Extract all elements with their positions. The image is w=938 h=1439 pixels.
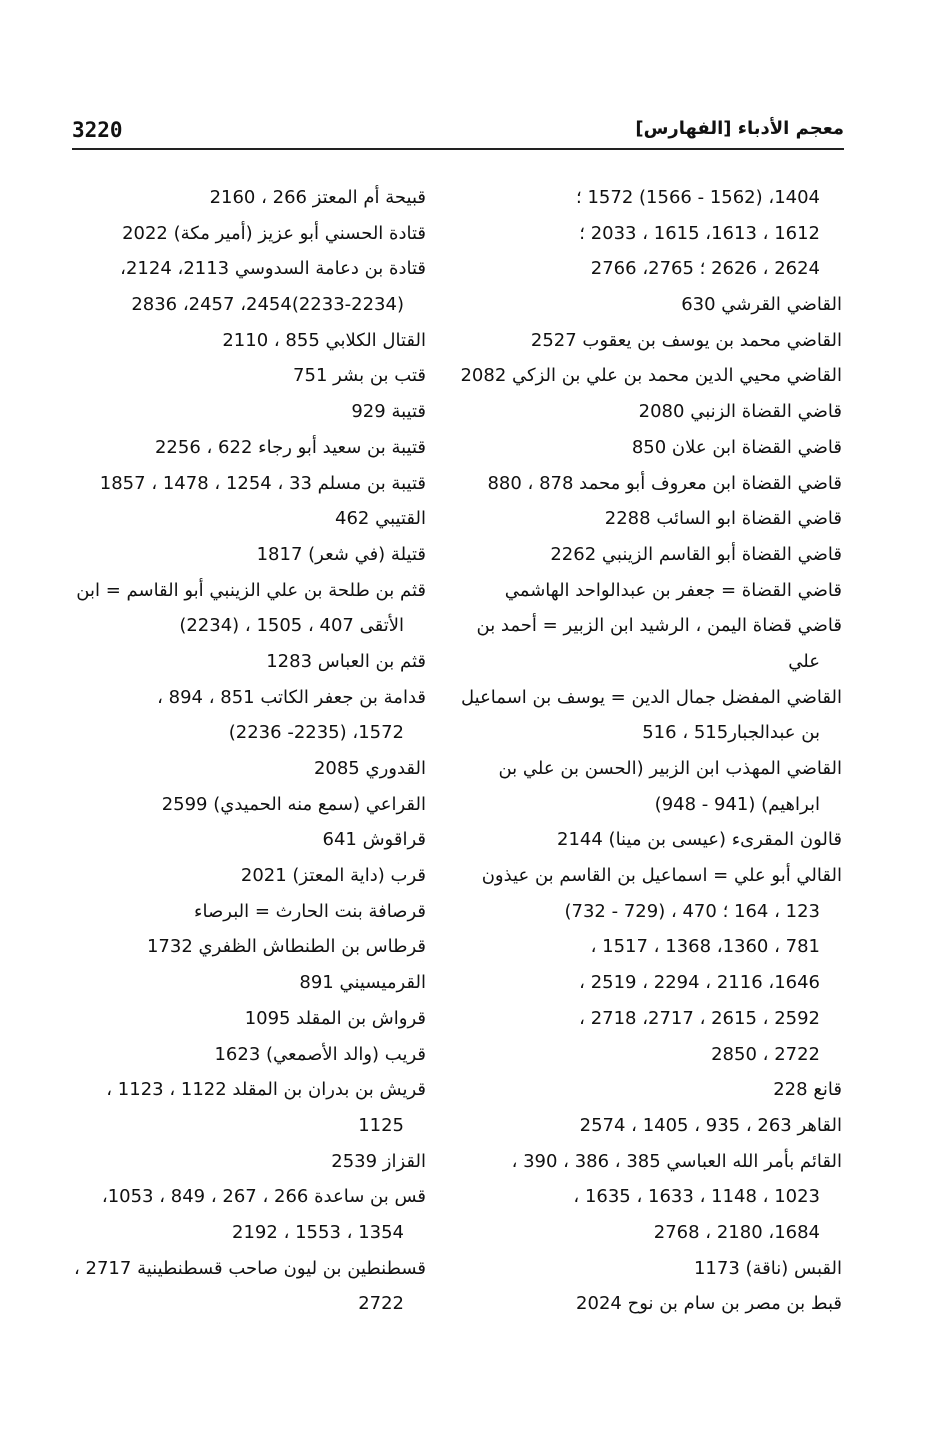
index-entry-line: 781 ، 1360، 1368 ، 1517 ، bbox=[590, 936, 820, 958]
index-entry-line: 1354 ، 1553 ، 2192 bbox=[232, 1221, 404, 1243]
index-entry-line: 1125 bbox=[358, 1114, 404, 1136]
index-entry-line: القاضي محمد بن يوسف بن يعقوب 2527 bbox=[530, 329, 842, 351]
index-entry-line: قاضي قضاة اليمن ، الرشيد ابن الزبير = أحمد بن bbox=[476, 615, 842, 637]
index-entry-line: قتادة بن دعامة السدوسي 2113، 2124، bbox=[120, 258, 426, 280]
index-entry-line: القتيبي 462 bbox=[335, 508, 426, 530]
index-entry-line: قالون المقرىء (عيسى بن مينا) 2144 bbox=[557, 829, 842, 851]
index-entry-line: 1572، (2235- 2236) bbox=[228, 722, 404, 744]
index-entry-line: قرواش بن المقلد 1095 bbox=[244, 1007, 426, 1029]
index-entry-line: القاهر 263 ، 935 ، 1405 ، 2574 bbox=[579, 1114, 842, 1136]
index-entry-line: قاضي القضاة ابن علان 850 bbox=[631, 436, 842, 458]
index-entry-line: القبس (ناقة) 1173 bbox=[693, 1257, 842, 1279]
index-entry-line: قانع 228 bbox=[773, 1079, 842, 1101]
index-entry-line: قرطاس بن الطنطاش الظفري 1732 bbox=[146, 936, 426, 958]
index-entry-line: بن عبدالجبار515 ، 516 bbox=[642, 722, 820, 744]
index-entry-line: قثم بن العباس 1283 bbox=[266, 650, 426, 672]
index-entry-line: قاضي القضاة الزنبي 2080 bbox=[638, 401, 842, 423]
index-entry-line: قرصافة بنت الحارث = البرصاء bbox=[194, 900, 426, 922]
index-entry-line: قس بن ساعدة 266 ، 267 ، 849 ، 1053، bbox=[101, 1186, 426, 1208]
index-entry-line: قبط بن مصر بن سام بن نوح 2024 bbox=[576, 1293, 842, 1315]
index-entry-line: 1404، (1562 - 1566) 1572 ؛ bbox=[576, 187, 820, 208]
index-entry-line: علي bbox=[788, 650, 820, 672]
index-entry-line: قتادة الحسني أبو عزيز (أمير مكة) 2022 bbox=[122, 222, 426, 244]
header-rule bbox=[72, 148, 844, 150]
page-header bbox=[72, 118, 844, 148]
index-entry-line: 1646، 2116 ، 2294 ، 2519 ، bbox=[579, 972, 820, 994]
index-entry-line: القراعي (سمع منه الحميدي) 2599 bbox=[161, 793, 426, 815]
index-entry-line: الأتقى 407 ، 1505 ، (2234) bbox=[179, 615, 404, 637]
index-entry-line: القاضي القرشي 630 bbox=[681, 294, 842, 316]
index-column-left bbox=[74, 180, 426, 1322]
index-entry-line: قاضي القضاة = جعفر بن عبدالواحد الهاشمي bbox=[504, 579, 842, 601]
index-entry-line: قثم بن طلحة بن علي الزينبي أبو القاسم = ابن bbox=[76, 579, 426, 601]
index-entry-line: قتيلة (في شعر) 1817 bbox=[256, 543, 426, 565]
index-entry-line: 123 ، 164 ؛ 470 ، (729 - 732) bbox=[564, 900, 820, 922]
index-entry-line: قسطنطين بن ليون صاحب قسطنطينية 2717 ، bbox=[74, 1257, 426, 1279]
index-entry-line: قريش بن بدران بن المقلد 1122 ، 1123 ، bbox=[106, 1079, 426, 1101]
index-entry-line: قريب (والد الأصمعي) 1623 bbox=[214, 1043, 426, 1065]
index-entry-line: القزاز 2539 bbox=[331, 1150, 426, 1172]
index-entry-line: القاضي المهذب ابن الزبير (الحسن بن علي بن bbox=[498, 758, 842, 779]
index-entry-line: قتيبة بن سعيد أبو رجاء 622 ، 2256 bbox=[154, 436, 426, 458]
index-entry-line: قتيبة بن مسلم 33 ، 1254 ، 1478 ، 1857 bbox=[99, 472, 426, 494]
index-entry-line: 1023 ، 1148 ، 1633 ، 1635 ، bbox=[573, 1186, 820, 1208]
index-entry-line: القالي أبو علي = اسماعيل بن القاسم بن عيذون bbox=[481, 865, 842, 887]
index-entry-line: القرميسيني 891 bbox=[299, 972, 426, 994]
index-entry-line: القدوري 2085 bbox=[313, 758, 426, 779]
index-entry-line: 2624 ، 2626 ؛ 2765، 2766 bbox=[590, 258, 820, 280]
book-title: معجم الأدباء [الفهارس] bbox=[635, 118, 844, 139]
index-column-right bbox=[460, 180, 842, 1322]
index-entry-line: القتال الكلابي 855 ، 2110 bbox=[222, 329, 426, 351]
index-entry-line: القاضي المفضل جمال الدين = يوسف بن اسماعيل bbox=[461, 686, 842, 708]
index-entry-line: (2233-2234)2454، 2457، 2836 bbox=[131, 294, 404, 316]
index-entry-line: 2722 bbox=[358, 1293, 404, 1315]
index-entry-line: 1612 ، 1613، 1615 ، 2033 ؛ bbox=[579, 222, 820, 244]
index-entry-line: قراقوش 641 bbox=[322, 829, 426, 851]
index-entry-line: القائم بأمر الله العباسي 385 ، 386 ، 390 ، bbox=[511, 1150, 842, 1172]
index-entry-line: قاضي القضاة أبو القاسم الزينبي 2262 bbox=[550, 543, 842, 565]
index-entry-line: قدامة بن جعفر الكاتب 851 ، 894 ، bbox=[157, 686, 426, 708]
index-entry-line: قاضي القضاة ابن معروف أبو محمد 878 ، 880 bbox=[487, 472, 842, 494]
index-entry-line: 2722 ، 2850 bbox=[711, 1043, 820, 1065]
index-entry-line: قتب بن بشر 751 bbox=[293, 365, 426, 387]
index-entry-line: قتيبة 929 bbox=[351, 401, 426, 423]
index-entry-line: قرب (داية المعتز) 2021 bbox=[240, 865, 426, 887]
index-entry-line: القاضي محيي الدين محمد بن علي بن الزكي 2082 bbox=[460, 365, 842, 387]
page-number: 3220 bbox=[72, 118, 123, 142]
index-entry-line: قاضي القضاة ابو السائب 2288 bbox=[604, 508, 842, 530]
index-entry-line: ابراهيم) (941 - 948) bbox=[654, 793, 820, 815]
index-entry-line: قبيحة أم المعتز 266 ، 2160 bbox=[209, 187, 426, 208]
index-entry-line: 1684، 2180 ، 2768 bbox=[653, 1221, 820, 1243]
index-entry-line: 2592 ، 2615 ، 2717، 2718 ، bbox=[579, 1007, 820, 1029]
